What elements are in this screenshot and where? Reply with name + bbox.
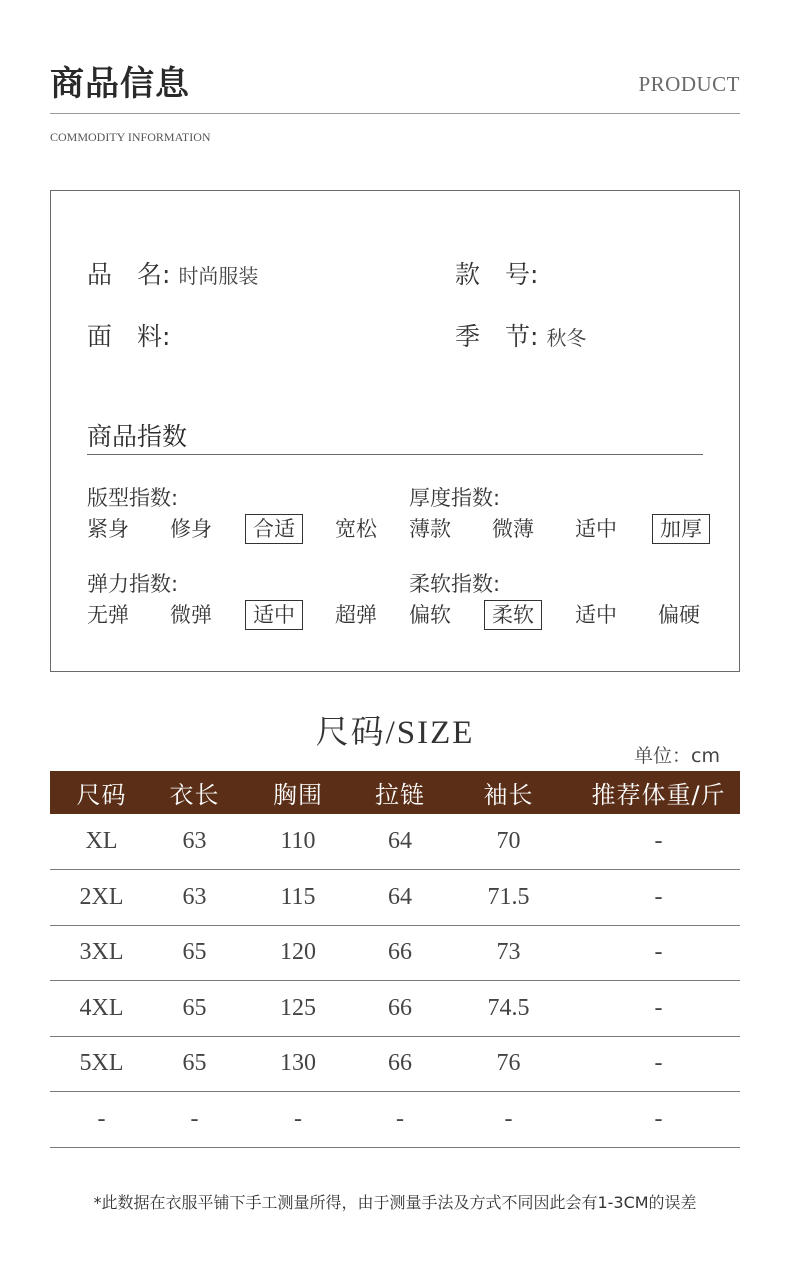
column-header: 推荐体重/斤 <box>591 781 726 809</box>
fit-option: 宽松 <box>335 517 377 541</box>
info-panel <box>50 190 740 672</box>
table-cell: 4XL <box>50 981 153 1037</box>
elasticity-option: 超弹 <box>335 603 377 627</box>
table-cell: 70 <box>440 814 577 870</box>
table-cell: 73 <box>440 925 577 981</box>
header-divider <box>50 113 740 114</box>
table-cell: - <box>50 1092 153 1148</box>
table-cell: 63 <box>153 870 236 926</box>
table-cell: 74.5 <box>440 981 577 1037</box>
table-cell: 130 <box>236 1036 360 1092</box>
elasticity-option: 无弹 <box>87 603 129 627</box>
table-cell: XL <box>50 814 153 870</box>
table-cell: - <box>153 1092 236 1148</box>
table-cell: 63 <box>153 814 236 870</box>
table-cell: 2XL <box>50 870 153 926</box>
table-cell: 76 <box>440 1036 577 1092</box>
table-row <box>50 981 740 1037</box>
elasticity-option: 微弹 <box>170 603 212 627</box>
column-header: 尺码 <box>76 781 127 809</box>
thickness-option: 适中 <box>575 517 617 541</box>
table-cell: - <box>236 1092 360 1148</box>
table-cell: 110 <box>236 814 360 870</box>
page-title: 商品信息 <box>50 64 190 104</box>
column-header: 胸围 <box>273 781 323 809</box>
field-name <box>87 255 258 291</box>
measurement-note: *此数据在衣服平铺下手工测量所得，由于测量手法及方式不同因此会有1-3CM的误差 <box>93 1193 697 1212</box>
thickness-index-label: 厚度指数: <box>409 486 501 510</box>
elasticity-option-selected: 适中 <box>245 600 303 630</box>
index-title: 商品指数 <box>87 422 188 451</box>
table-cell: - <box>577 814 740 870</box>
fit-option: 紧身 <box>87 517 129 541</box>
table-cell: 115 <box>236 870 360 926</box>
field-fabric-label: 面 料: <box>87 322 171 351</box>
table-cell: 64 <box>360 814 440 870</box>
column-header: 袖长 <box>483 781 534 809</box>
table-cell: 5XL <box>50 1036 153 1092</box>
index-divider <box>87 454 703 455</box>
table-cell: - <box>577 870 740 926</box>
table-cell: 65 <box>153 925 236 981</box>
column-header: 衣长 <box>169 781 220 809</box>
size-table-header <box>50 771 740 814</box>
field-style <box>455 255 546 291</box>
field-season <box>455 317 586 353</box>
table-cell: - <box>577 1092 740 1148</box>
table-row <box>50 1092 740 1148</box>
table-cell: - <box>577 1036 740 1092</box>
thickness-option-selected: 加厚 <box>652 514 710 544</box>
table-cell: - <box>360 1092 440 1148</box>
page-subtitle: COMMODITY INFORMATION <box>50 130 211 144</box>
softness-index-label: 柔软指数: <box>409 572 501 596</box>
table-cell: 125 <box>236 981 360 1037</box>
column-header: 拉链 <box>375 781 425 809</box>
table-row <box>50 1036 740 1092</box>
table-cell: - <box>577 981 740 1037</box>
fit-index-label: 版型指数: <box>87 486 179 510</box>
table-cell: 66 <box>360 981 440 1037</box>
table-cell: 71.5 <box>440 870 577 926</box>
thickness-option: 微薄 <box>492 517 534 541</box>
fit-option-selected: 合适 <box>245 514 303 544</box>
field-season-value: 秋冬 <box>546 326 587 350</box>
table-cell: 66 <box>360 925 440 981</box>
table-cell: - <box>577 925 740 981</box>
softness-option: 偏硬 <box>658 603 700 627</box>
table-cell: 65 <box>153 1036 236 1092</box>
table-cell: 3XL <box>50 925 153 981</box>
table-row <box>50 870 740 926</box>
size-chart-title: 尺码/SIZE <box>315 715 475 751</box>
table-cell: 64 <box>360 870 440 926</box>
field-season-label: 季 节: <box>455 322 539 351</box>
softness-option: 适中 <box>575 603 617 627</box>
thickness-option: 薄款 <box>409 517 451 541</box>
product-label: PRODUCT <box>638 72 740 96</box>
table-row <box>50 925 740 981</box>
size-chart-unit: 单位：cm <box>634 745 720 767</box>
table-cell: 120 <box>236 925 360 981</box>
softness-option-selected: 柔软 <box>484 600 542 630</box>
field-style-label: 款 号: <box>455 260 539 289</box>
table-cell: - <box>440 1092 577 1148</box>
softness-option: 偏软 <box>409 603 451 627</box>
elasticity-index-label: 弹力指数: <box>87 572 179 596</box>
fit-option: 修身 <box>170 517 212 541</box>
table-cell: 65 <box>153 981 236 1037</box>
field-name-label: 品 名: <box>87 260 171 289</box>
size-table <box>50 771 740 1148</box>
field-fabric <box>87 317 178 353</box>
field-name-value: 时尚服装 <box>178 264 259 288</box>
table-row <box>50 814 740 870</box>
table-cell: 66 <box>360 1036 440 1092</box>
